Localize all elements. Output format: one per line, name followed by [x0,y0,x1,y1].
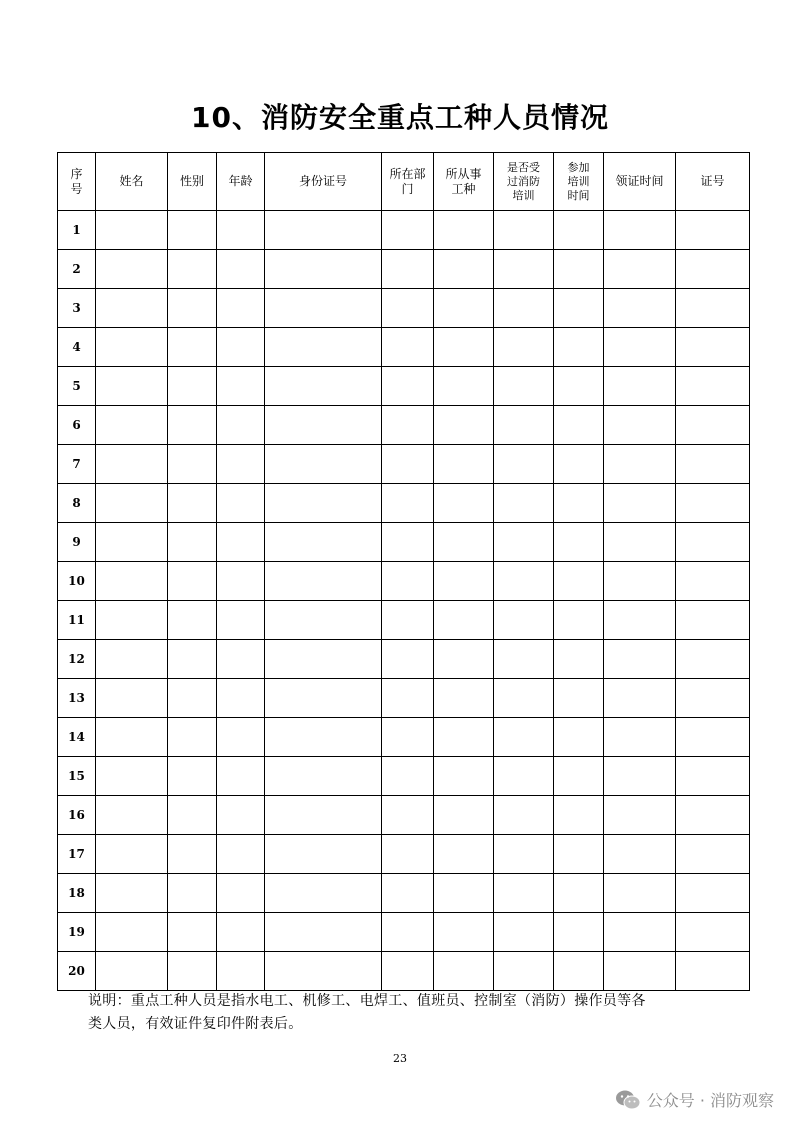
table-cell [265,484,382,523]
table-cell [382,679,434,718]
table-cell [554,874,604,913]
table-cell [434,952,494,991]
table-row [58,211,750,250]
table-cell [96,835,168,874]
row-number: 7 [58,445,96,484]
table-cell [217,835,265,874]
table-cell [265,250,382,289]
table-row [58,445,750,484]
column-header [676,153,750,211]
row-number: 17 [58,835,96,874]
table-cell [217,718,265,757]
table-cell [96,601,168,640]
table-cell [434,874,494,913]
table-cell [676,718,750,757]
table-row [58,796,750,835]
table-cell [434,367,494,406]
table-cell [168,796,217,835]
table-cell [217,874,265,913]
row-number: 16 [58,796,96,835]
table-cell [434,406,494,445]
column-header [217,153,265,211]
table-cell [434,484,494,523]
table-cell [217,250,265,289]
table-cell [676,367,750,406]
table-cell [382,523,434,562]
table-cell [434,757,494,796]
column-header-line: 序 [70,166,83,181]
row-number: 11 [58,601,96,640]
table-cell [604,445,676,484]
table-cell [604,406,676,445]
table-cell [265,874,382,913]
table-cell [494,952,554,991]
table-cell [96,718,168,757]
table-cell [434,250,494,289]
table-cell [554,562,604,601]
table-cell [494,562,554,601]
table-cell [676,874,750,913]
table-cell [96,640,168,679]
column-header-line: 所在部 [389,166,426,181]
table-cell [434,679,494,718]
table-cell [265,835,382,874]
table-cell [168,250,217,289]
column-header-line: 培训 [512,188,535,202]
table-cell [96,445,168,484]
table-cell [96,250,168,289]
column-header-line: 是否受 [507,160,540,174]
table-cell [96,679,168,718]
row-number: 18 [58,874,96,913]
table-cell [554,289,604,328]
table-cell [168,718,217,757]
table-cell [604,484,676,523]
table-cell [265,913,382,952]
page-title: 10、消防安全重点工种人员情况 [191,101,609,134]
column-header-line: 时间 [567,188,590,202]
table-cell [168,523,217,562]
table-cell [494,250,554,289]
table-cell [604,718,676,757]
column-header-line: 过消防 [507,174,540,188]
table-cell [676,952,750,991]
table-row [58,874,750,913]
table-cell [434,211,494,250]
table-cell [434,718,494,757]
row-number: 4 [58,328,96,367]
column-header [382,153,434,211]
table-row [58,484,750,523]
table-cell [554,601,604,640]
row-number: 6 [58,406,96,445]
table-cell [604,211,676,250]
table-cell [168,289,217,328]
table-cell [676,562,750,601]
column-header-line: 年龄 [228,174,253,188]
table-cell [217,757,265,796]
table-cell [96,757,168,796]
table-cell [604,679,676,718]
column-header-line: 所从事 [445,166,482,181]
table-cell [265,601,382,640]
table-cell [604,874,676,913]
table-cell [217,952,265,991]
table-cell [265,211,382,250]
column-header [494,153,554,211]
table-cell [217,289,265,328]
table-cell [676,289,750,328]
row-number: 5 [58,367,96,406]
table-cell [382,913,434,952]
table-cell [494,913,554,952]
table-cell [494,484,554,523]
column-header-line: 参加 [567,160,590,174]
table-cell [676,445,750,484]
table-cell [96,874,168,913]
table-cell [554,952,604,991]
table-cell [494,211,554,250]
table-cell [494,874,554,913]
table-cell [382,952,434,991]
table-cell [382,601,434,640]
table-cell [434,796,494,835]
column-header-line: 工种 [451,181,476,196]
table-cell [265,406,382,445]
table-cell [382,874,434,913]
column-header [96,153,168,211]
table-cell [494,757,554,796]
table-cell [676,523,750,562]
row-number: 10 [58,562,96,601]
table-body [58,211,750,991]
table-cell [265,679,382,718]
row-number: 1 [58,211,96,250]
table-cell [96,211,168,250]
note-line-2: 类人员，有效证件复印件附表后。 [88,1016,303,1032]
table-row [58,835,750,874]
table-cell [494,367,554,406]
table-cell [96,406,168,445]
table-cell [494,289,554,328]
table-cell [554,835,604,874]
column-header [168,153,217,211]
table-cell [217,679,265,718]
table-cell [604,367,676,406]
table-cell [554,445,604,484]
table-row [58,289,750,328]
table-cell [434,640,494,679]
table-cell [217,523,265,562]
table-cell [96,328,168,367]
table-header-row [58,153,750,211]
table-row [58,952,750,991]
table-cell [382,367,434,406]
table-cell [434,913,494,952]
table-cell [265,523,382,562]
table-cell [494,523,554,562]
watermark [615,1088,774,1111]
table-cell [494,601,554,640]
table-cell [96,913,168,952]
table-cell [604,250,676,289]
table-cell [96,796,168,835]
row-number: 2 [58,250,96,289]
table-row [58,718,750,757]
row-number: 13 [58,679,96,718]
table-cell [434,523,494,562]
row-number: 19 [58,913,96,952]
table-cell [265,445,382,484]
table-cell [168,757,217,796]
table-cell [604,913,676,952]
table-cell [382,445,434,484]
table-cell [434,328,494,367]
table-cell [382,757,434,796]
row-number: 12 [58,640,96,679]
table-cell [168,211,217,250]
table-cell [494,679,554,718]
table-cell [554,913,604,952]
table-cell [265,289,382,328]
table-cell [96,484,168,523]
column-header-line: 领证时间 [615,174,664,188]
table-cell [265,367,382,406]
row-number: 3 [58,289,96,328]
table-cell [554,211,604,250]
table-cell [554,367,604,406]
row-number: 14 [58,718,96,757]
table-cell [494,640,554,679]
table-cell [554,718,604,757]
table-cell [676,484,750,523]
table-cell [554,640,604,679]
table-row [58,250,750,289]
table-row [58,562,750,601]
column-header-line: 号 [70,181,83,196]
table-cell [382,289,434,328]
table-cell [676,913,750,952]
table-cell [265,562,382,601]
note-line-1: 说明：重点工种人员是指水电工、机修工、电焊工、值班员、控制室（消防）操作员等各 [88,993,646,1009]
table-cell [217,640,265,679]
table-cell [494,835,554,874]
table-cell [168,601,217,640]
column-header [265,153,382,211]
personnel-table [57,152,750,991]
table-cell [382,796,434,835]
table-cell [494,328,554,367]
table-cell [382,484,434,523]
table-cell [604,952,676,991]
table-cell [382,718,434,757]
table-cell [217,796,265,835]
table-cell [434,445,494,484]
table-cell [217,913,265,952]
table-cell [168,328,217,367]
table-cell [96,952,168,991]
table-cell [554,679,604,718]
table-cell [676,328,750,367]
table-cell [96,562,168,601]
table-cell [168,835,217,874]
table-cell [265,796,382,835]
table-cell [604,523,676,562]
table-row [58,406,750,445]
table-cell [604,640,676,679]
table-cell [168,445,217,484]
table-cell [96,289,168,328]
row-number: 15 [58,757,96,796]
column-header [434,153,494,211]
table-cell [382,835,434,874]
note [88,990,738,1036]
table-cell [494,445,554,484]
table-cell [676,640,750,679]
column-header-line: 身份证号 [298,174,347,188]
table-cell [265,718,382,757]
table-cell [604,757,676,796]
row-number: 9 [58,523,96,562]
table-cell [434,289,494,328]
table-cell [168,952,217,991]
table-cell [604,796,676,835]
page-number: 23 [393,1052,407,1065]
table-cell [676,757,750,796]
table-cell [265,952,382,991]
table-cell [554,250,604,289]
table-cell [676,406,750,445]
table-row [58,757,750,796]
table-cell [554,757,604,796]
table-cell [676,679,750,718]
table-cell [676,601,750,640]
table-cell [434,835,494,874]
wechat-icon [615,1089,641,1111]
table-cell [265,640,382,679]
table-cell [382,250,434,289]
table-cell [604,289,676,328]
table-cell [265,757,382,796]
table-cell [382,562,434,601]
table-cell [168,679,217,718]
table-cell [382,328,434,367]
table-cell [168,913,217,952]
table-row [58,601,750,640]
table-cell [604,601,676,640]
column-header [554,153,604,211]
table-cell [217,484,265,523]
column-header [58,153,96,211]
table-cell [382,640,434,679]
table-cell [265,328,382,367]
table-cell [217,601,265,640]
row-number: 20 [58,952,96,991]
table-cell [676,211,750,250]
table-cell [168,640,217,679]
table-cell [604,835,676,874]
table-cell [604,328,676,367]
table-row [58,913,750,952]
table-cell [217,562,265,601]
table-cell [554,406,604,445]
table-cell [382,406,434,445]
table-cell [494,406,554,445]
table-cell [217,328,265,367]
table-cell [382,211,434,250]
table-cell [676,835,750,874]
table-cell [434,601,494,640]
table-cell [168,484,217,523]
table-cell [96,367,168,406]
table-cell [494,718,554,757]
column-header-line: 培训 [567,174,590,188]
column-header-line: 性别 [179,174,204,188]
table-cell [168,367,217,406]
column-header [604,153,676,211]
table-cell [676,250,750,289]
table-cell [676,796,750,835]
table-row [58,367,750,406]
watermark-text: 公众号 · 消防观察 [646,1091,774,1110]
column-header-line: 姓名 [119,174,144,188]
table-cell [554,328,604,367]
table-cell [494,796,554,835]
table-cell [168,406,217,445]
table-cell [217,211,265,250]
column-header-line: 证号 [700,174,725,188]
table-cell [554,484,604,523]
table-cell [217,367,265,406]
table-row [58,640,750,679]
table-cell [168,874,217,913]
column-header-line: 门 [401,181,414,196]
table-cell [217,445,265,484]
table-cell [434,562,494,601]
table-cell [217,406,265,445]
table-row [58,679,750,718]
table-row [58,328,750,367]
table-cell [604,562,676,601]
table-row [58,523,750,562]
table-cell [96,523,168,562]
table-cell [554,796,604,835]
table-cell [168,562,217,601]
table-cell [554,523,604,562]
row-number: 8 [58,484,96,523]
